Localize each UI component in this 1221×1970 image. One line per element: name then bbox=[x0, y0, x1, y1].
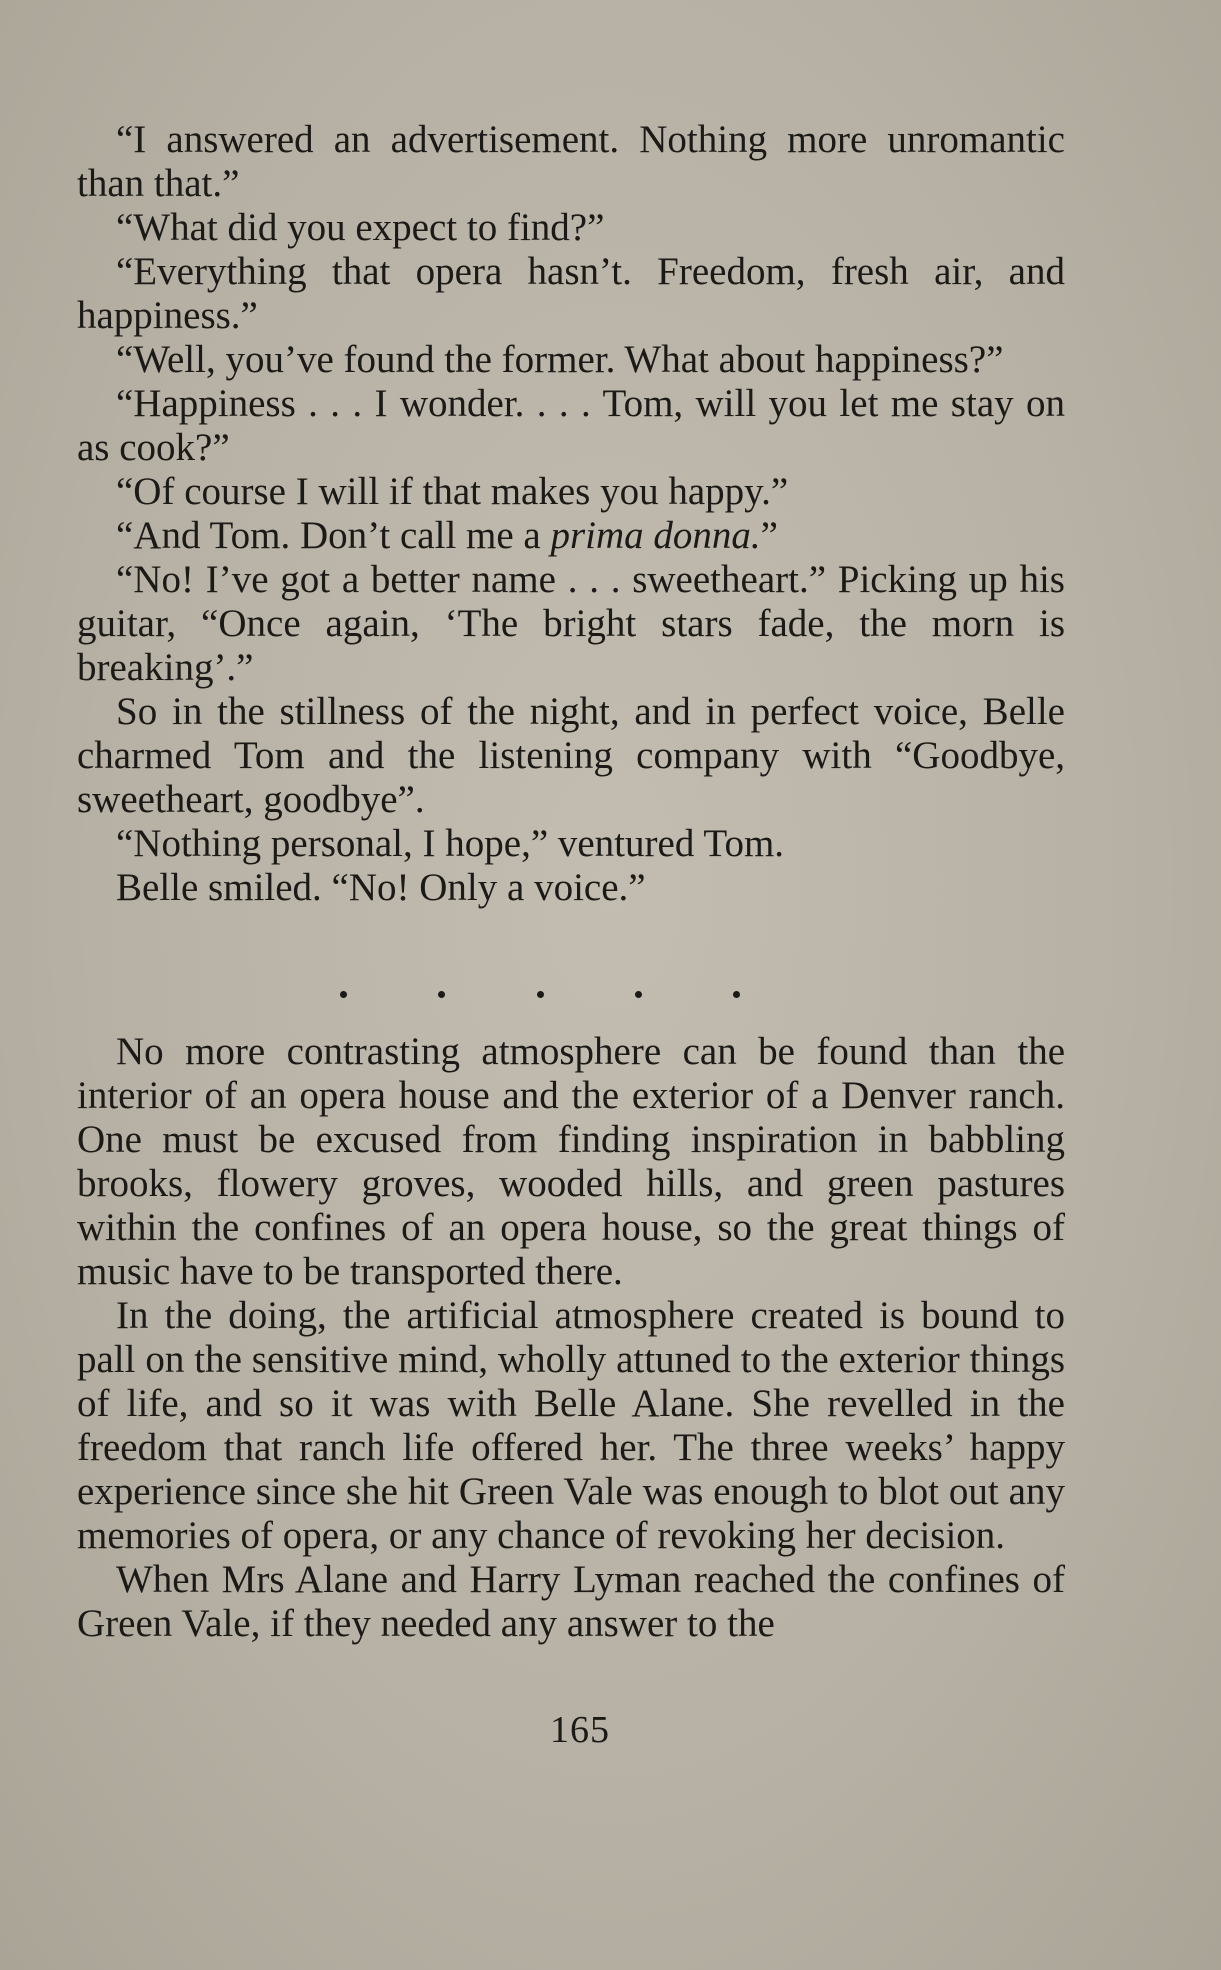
closing-quote: ” bbox=[760, 514, 778, 557]
paragraph: “No! I’ve got a better name . . . sweetheart.” Picking up his guitar, “Once again, ‘The bright stars fade, the morn is breaking’.” bbox=[77, 558, 1065, 689]
section-break-dot bbox=[537, 991, 544, 998]
paragraph: In the doing, the artificial atmosphere created is bound to pall on the sensitive mind, wholly attuned to the exterior things of life, and so it was with Belle Alane. She revelled in the freedom that ranch life offered her. The three weeks’ happy experience since she hit Green Vale was enough to blot out any memories of opera, or any chance of revoking her decision. bbox=[77, 1294, 1065, 1557]
paragraph bbox=[77, 514, 1065, 558]
section-break-dot bbox=[635, 991, 642, 998]
paragraph: “Everything that opera hasn’t. Freedom, fresh air, and happiness.” bbox=[77, 250, 1065, 337]
paragraph: “Nothing personal, I hope,” ventured Tom. bbox=[116, 822, 785, 865]
text-after-break bbox=[77, 1030, 1065, 1646]
paragraph: No more contrasting atmosphere can be found than the interior of an opera house and the exterior of a Denver ranch. One must be excused from finding inspiration in babbling brooks, flowery groves, wooded hills, and green pastures within the confines of an opera house, so the great things of music have to be transported there. bbox=[77, 1030, 1065, 1293]
paragraph-text: “And Tom. Don’t call me a bbox=[116, 514, 541, 557]
paragraph: When Mrs Alane and Harry Lyman reached the confines of Green Vale, if they needed any answer to the bbox=[77, 1558, 1065, 1645]
paragraph: So in the stillness of the night, and in perfect voice, Belle charmed Tom and the listening company with “Goodbye, sweetheart, goodbye”. bbox=[77, 690, 1065, 821]
section-break-dot bbox=[733, 991, 740, 998]
section-break-dot bbox=[438, 991, 445, 998]
paragraph: “What did you expect to find?” bbox=[116, 206, 605, 249]
page-number: 165 bbox=[550, 1709, 610, 1751]
section-break bbox=[340, 974, 740, 1014]
paragraph: Belle smiled. “No! Only a voice.” bbox=[116, 866, 646, 909]
paragraph: “Of course I will if that makes you happy.” bbox=[116, 470, 789, 513]
paragraph: “Happiness . . . I wonder. . . . Tom, will you let me stay on as cook?” bbox=[77, 382, 1065, 469]
paragraph: “Well, you’ve found the former. What about happiness?” bbox=[116, 338, 1004, 381]
text-before-break bbox=[77, 118, 1065, 910]
paragraph: “I answered an advertisement. Nothing more unromantic than that.” bbox=[77, 118, 1065, 205]
italic-phrase: prima donna. bbox=[550, 514, 761, 557]
section-break-dot bbox=[340, 991, 347, 998]
